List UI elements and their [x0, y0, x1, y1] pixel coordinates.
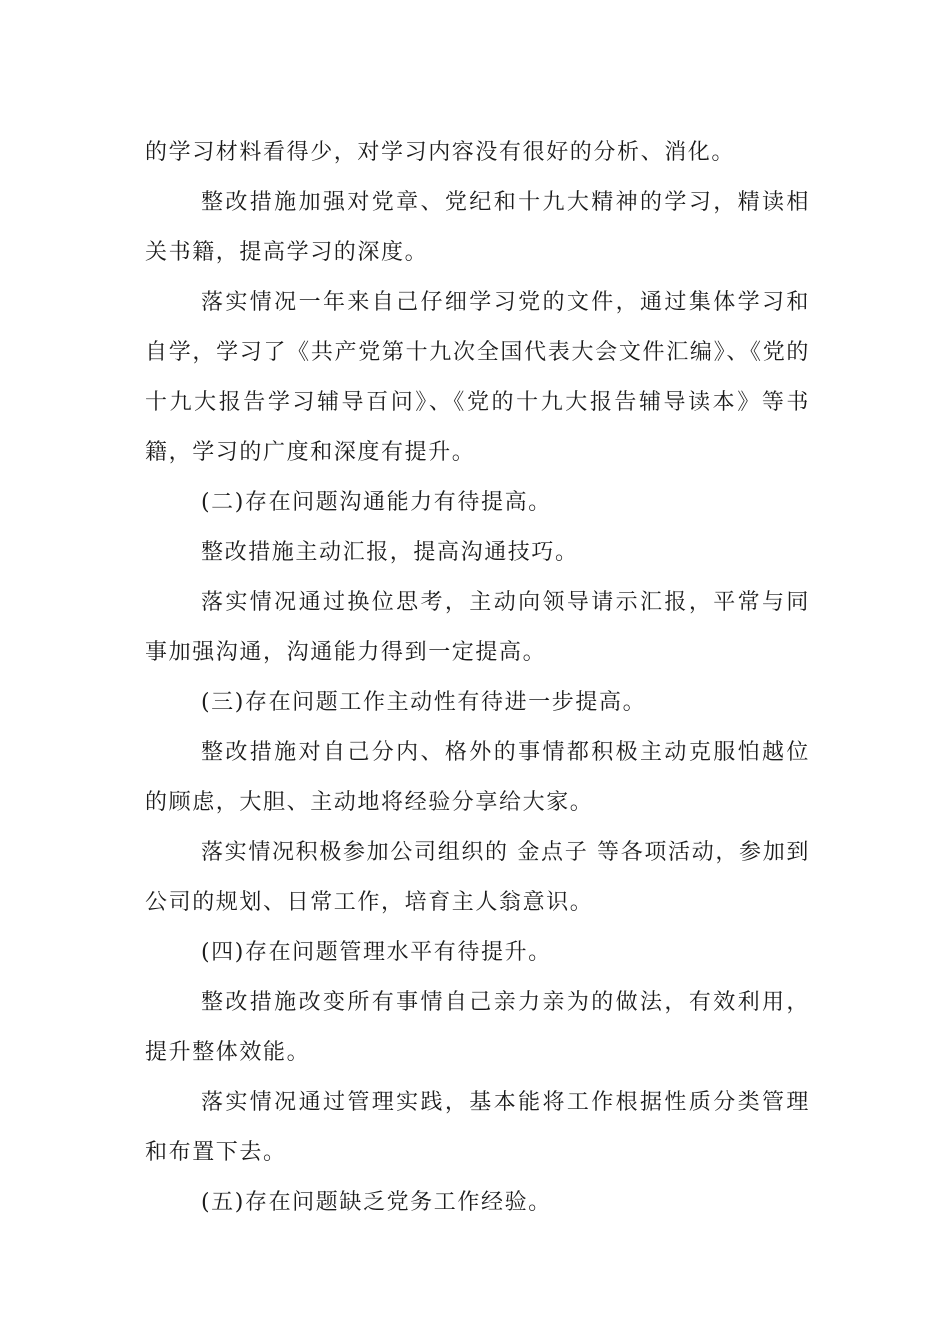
- paragraph-implementation-2: 落实情况通过换位思考，主动向领导请示汇报，平常与同事加强沟通，沟通能力得到一定提高。: [145, 590, 810, 665]
- paragraph-rectification-4: 整改措施改变所有事情自己亲力亲为的做法，有效利用，提升整体效能。: [145, 990, 810, 1065]
- paragraph-implementation-3: 落实情况积极参加公司组织的 金点子 等各项活动，参加到公司的规划、日常工作，培育主人翁意识。: [145, 840, 810, 915]
- paragraph-rectification-2: 整改措施主动汇报，提高沟通技巧。: [201, 540, 579, 565]
- paragraph-problem-5: (五)存在问题缺乏党务工作经验。: [201, 1190, 552, 1215]
- paragraph-continuation: 的学习材料看得少，对学习内容没有很好的分析、消化。: [145, 140, 736, 165]
- paragraph-problem-4: (四)存在问题管理水平有待提升。: [201, 940, 552, 965]
- paragraph-implementation-4: 落实情况通过管理实践，基本能将工作根据性质分类管理和布置下去。: [145, 1090, 810, 1165]
- document-body: [145, 128, 810, 1228]
- paragraph-rectification-1: 整改措施加强对党章、党纪和十九大精神的学习，精读相关书籍，提高学习的深度。: [145, 190, 810, 265]
- paragraph-problem-3: (三)存在问题工作主动性有待进一步提高。: [201, 690, 647, 715]
- paragraph-implementation-1: 落实情况一年来自己仔细学习党的文件，通过集体学习和自学，学习了《共产党第十九次全国代表大会文件汇编》、《党的十九大报告学习辅导百问》、《党的十九大报告辅导读本》等书籍，学习的广度和深度有提升。: [145, 290, 810, 465]
- paragraph-rectification-3: 整改措施对自己分内、格外的事情都积极主动克服怕越位的顾虑，大胆、主动地将经验分享给大家。: [145, 740, 810, 815]
- paragraph-problem-2: (二)存在问题沟通能力有待提高。: [201, 490, 552, 515]
